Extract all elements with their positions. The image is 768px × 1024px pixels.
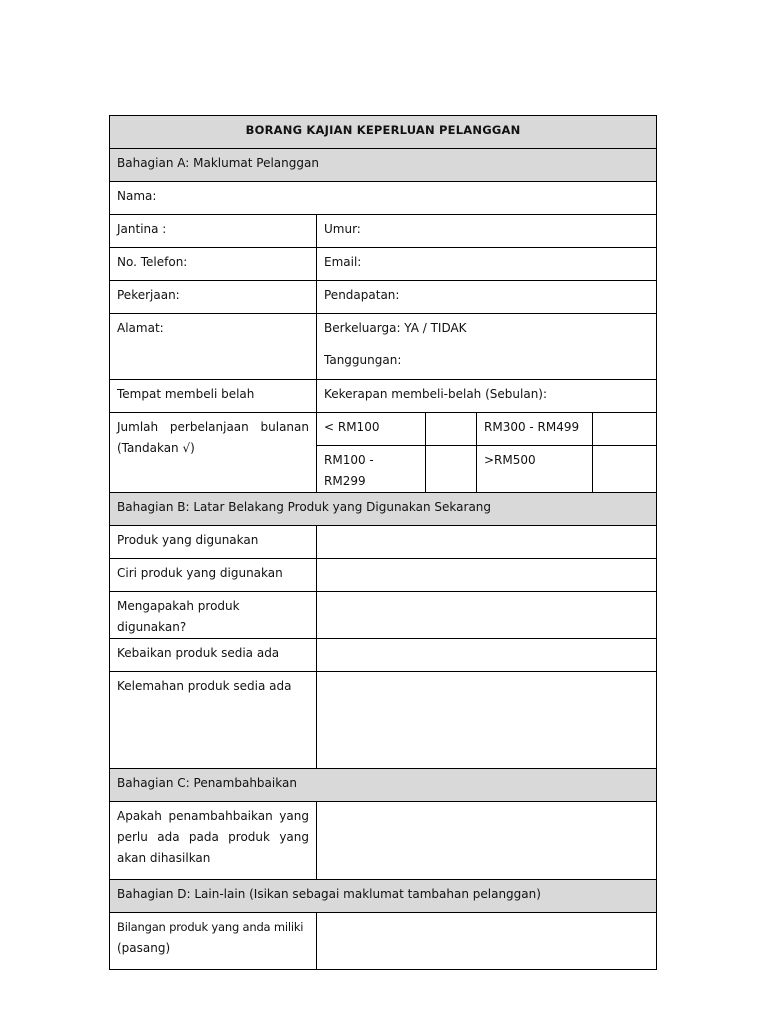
checkbox-rm100-rm299[interactable] — [426, 446, 477, 493]
jantina-label: Jantina : — [117, 222, 167, 236]
jumlah-perbelanjaan-label — [110, 413, 317, 493]
nama-label: Nama: — [117, 189, 157, 203]
field-pekerjaan[interactable] — [110, 281, 317, 314]
checkbox-rm300-rm499[interactable] — [593, 413, 657, 446]
section-a-heading: Bahagian A: Maklumat Pelanggan — [110, 149, 657, 182]
alamat-label: Alamat: — [117, 321, 164, 335]
field-alamat[interactable] — [110, 314, 317, 380]
email-label: Email: — [324, 255, 362, 269]
tempat-membeli-label: Tempat membeli belah — [117, 387, 255, 401]
field-nama[interactable] — [110, 182, 657, 215]
section-c-heading: Bahagian C: Penambahbaikan — [110, 769, 657, 802]
kelemahan-produk-label: Kelemahan produk sedia ada — [110, 672, 317, 769]
checkbox-lt-rm100[interactable] — [426, 413, 477, 446]
field-berkeluarga-tanggungan[interactable] — [317, 314, 657, 380]
option-label-rm300-rm499: RM300 - RM499 — [477, 413, 593, 446]
checkbox-gt-rm500[interactable] — [593, 446, 657, 493]
kekerapan-label: Kekerapan membeli-belah (Sebulan): — [324, 387, 548, 401]
form-title: BORANG KAJIAN KEPERLUAN PELANGGAN — [110, 116, 657, 149]
option-label-gt-rm500: >RM500 — [477, 446, 593, 493]
customer-needs-form — [109, 115, 657, 970]
produk-digunakan-field[interactable] — [317, 526, 657, 559]
bilangan-produk-field[interactable] — [317, 913, 657, 970]
penambahbaikan-line-2: perlu ada pada produk yang — [117, 830, 309, 844]
ciri-produk-label: Ciri produk yang digunakan — [110, 559, 317, 592]
option-label-rm100-rm299: RM100 - RM299 — [317, 446, 426, 493]
section-d-heading: Bahagian D: Lain-lain (Isikan sebagai maklumat tambahan pelanggan) — [110, 880, 657, 913]
kebaikan-produk-label: Kebaikan produk sedia ada — [110, 639, 317, 672]
mengapakah-produk-field[interactable] — [317, 592, 657, 639]
penambahbaikan-field[interactable] — [317, 802, 657, 880]
field-telefon[interactable] — [110, 248, 317, 281]
bilangan-line-2: (pasang) — [117, 941, 171, 955]
section-b-heading: Bahagian B: Latar Belakang Produk yang Digunakan Sekarang — [110, 493, 657, 526]
field-kekerapan[interactable] — [317, 380, 657, 413]
penambahbaikan-line-3: akan dihasilkan — [117, 851, 211, 865]
bilangan-produk-label — [110, 913, 317, 970]
option-label-lt-rm100: < RM100 — [317, 413, 426, 446]
field-jantina[interactable] — [110, 215, 317, 248]
field-tempat-membeli[interactable] — [110, 380, 317, 413]
mengapakah-produk-label: Mengapakah produk digunakan? — [110, 592, 317, 639]
jumlah-line-2: (Tandakan √) — [117, 441, 195, 455]
kebaikan-produk-field[interactable] — [317, 639, 657, 672]
field-email[interactable] — [317, 248, 657, 281]
pekerjaan-label: Pekerjaan: — [117, 288, 180, 302]
pendapatan-label: Pendapatan: — [324, 288, 400, 302]
berkeluarga-label: Berkeluarga: YA / TIDAK — [324, 321, 467, 335]
penambahbaikan-label — [110, 802, 317, 880]
field-pendapatan[interactable] — [317, 281, 657, 314]
produk-digunakan-label: Produk yang digunakan — [110, 526, 317, 559]
penambahbaikan-line-1: Apakah penambahbaikan yang — [117, 809, 309, 823]
umur-label: Umur: — [324, 222, 361, 236]
field-umur[interactable] — [317, 215, 657, 248]
telefon-label: No. Telefon: — [117, 255, 188, 269]
jumlah-line-1: Jumlah perbelanjaan bulanan — [117, 420, 309, 434]
ciri-produk-field[interactable] — [317, 559, 657, 592]
kelemahan-produk-field[interactable] — [317, 672, 657, 769]
bilangan-line-1: Bilangan produk yang anda miliki — [117, 920, 304, 934]
tanggungan-label: Tanggungan: — [324, 353, 402, 367]
